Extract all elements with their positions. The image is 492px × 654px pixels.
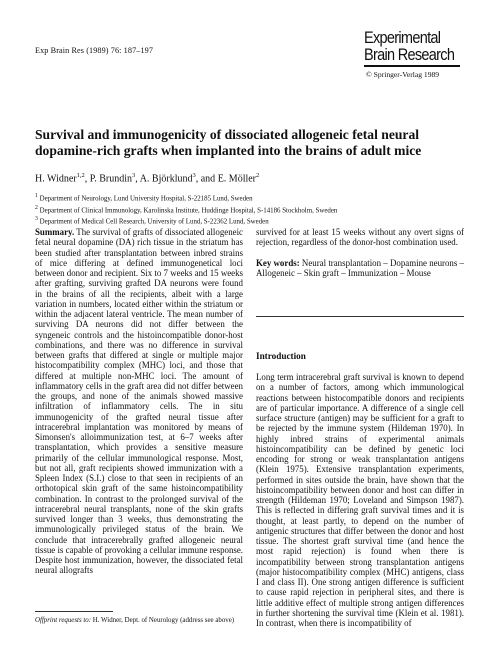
copyright-notice: © Springer-Verlag 1989 [366,69,440,79]
article-title [35,127,465,159]
affiliation-mark: 3 [35,216,38,222]
right-column-top [256,227,464,278]
footnote-label: Offprint requests to: [35,617,92,624]
author-list [35,172,259,184]
author-affiliation-mark: 2 [256,172,260,179]
author-name: P. Brundin [89,173,132,185]
keywords-label: Key words: [256,257,300,268]
affiliation-item [35,204,465,216]
author-affiliation-mark: 1,2 [76,172,85,179]
journal-citation: Exp Brain Res (1989) 76: 187–197 [35,46,154,55]
keywords-paragraph [256,258,464,279]
title-line: Survival and immunogenicity of dissociated allogeneic fetal neural [35,127,420,142]
offprint-footnote [35,616,243,625]
summary-paragraph [35,227,243,576]
author-affiliation-mark: 3 [192,172,196,179]
footnote-rule [35,611,113,612]
affiliation-mark: 2 [35,204,38,211]
journal-logo [364,30,474,79]
author-name: E. Möller [217,173,257,185]
author-separator: , [135,173,140,185]
introduction-text: Long term intracerebral graft survival is known to depend on a number of factors, among which immunological reactions between histocompatible donors and recipients are of particular importance. A difference of a single cell surface structure (antigen) may be sufficient for a graft to be rejected by the immune system (Hildeman 1970). In highly inbred strains of experimental animals histoincompatibility can be defined by genetic loci encoding for strong or weak transplantation antigens (Klein 1975). Extensive transplantation experiments, performed in sites outside the brain, have shown that the histoincompatibility between donor and host can differ in strength (Hildeman 1970; Loveland and Simpson 1987). This is reflected in differing graft survival times and it is thought, at least partly, to depend on the number of antigenic structures that differ between the donor and host tissue. The shortest graft survival time (and hence the most rapid rejection) is found when there is incompatibility between strong transplantation antigens (major histocompatibility complex (MHC) antigens, class I and class II). One strong antigen difference is sufficient to cause rapid rejection in peripheral sites, and there is little additive effect of multiple strong antigen differences in further shortening the survival time (Klein et al. 1981). In contrast, when there is incompatibility of [256,372,464,628]
affiliation-item [35,192,465,204]
affiliations [35,192,465,227]
logo-rule [364,65,460,67]
author-name: A. Björklund [139,173,193,185]
summary-column [35,227,243,576]
author-separator: , [84,173,90,185]
section-divider [256,316,464,317]
footnote-text: H. Widner, Dept. of Neurology (address see above) [92,617,235,624]
author-name: H. Widner [35,173,77,185]
introduction-heading: Introduction [256,351,306,361]
affiliation-mark: 1 [35,193,38,199]
affiliation-item [35,215,465,227]
summary-text: The survival of grafts of dissociated allogeneic fetal neural dopamine (DA) rich tissue in the striatum has been studied after transplantation between inbred strains of mice differing at defined immunogenetical loci between donor and recipient. Six to 7 weeks and 15 weeks after grafting, surviving grafted DA neurons were found in the brains of all the recipients, albeit with a large variation in numbers, located either within the striatum or within the adjacent lateral ventricle. The mean number of surviving DA neurons did not differ between the syngeneic controls and the histoincompatible donor-host combinations, and there was no difference in survival between grafts that differed at single or multiple major histocompatibility complex (MHC) loci, and those that differed at multiple non-MHC loci. The amount of inflammatory cells in the graft area did not differ between the groups, and none of the animals showed massive infiltration of inflammatory cells. The in situ immunogenicity of the grafted neural tissue after intracerebral implantation was monitored by means of Simonsen's alloimmunization test, at 6–7 weeks after transplantation, which provides a sensitive measure primarily of the cellular immunological response. Most, but not all, graft recipients showed immunization with a Spleen Index (S.I.) close to that seen in recipients of an orthotopical skin graft of the same histoincompatibility combination. In contrast to the prolonged survival of the intracerebral neural transplants, none of the skin grafts survived longer than 3 weeks, thus demonstrating the immunologically privileged status of the brain. We conclude that intracerebrally grafted allogeneic neural tissue is capable of provoking a cellular immune response. Despite host immunization, however, the dissociated fetal neural allografts [35,227,243,576]
keywords-text: Neural transplantation – Dopamine neurons – Allogeneic – Skin graft – Immunization – Mouse [256,257,464,278]
summary-continued: survived for at least 15 weeks without any overt signs of rejection, regardless of the donor-host combination used. [256,227,464,248]
affiliation-text: Department of Neurology, Lund University Hospital, S-22185 Lund, Sweden [39,195,253,203]
introduction-body [256,372,464,628]
journal-logo-line2: Brain Research [364,46,455,64]
journal-logo-line1: Experimental [364,29,441,47]
affiliation-text: Department of Clinical Immunology, Karolinska Institute, Huddinge Hospital, S-14186 Stockholm, Sweden [39,206,338,214]
author-affiliation-mark: 3 [132,172,136,179]
title-line: dopamine-rich grafts when implanted into the brains of adult mice [35,143,422,158]
author-separator: , and [195,173,218,185]
summary-label: Summary. [35,227,75,237]
affiliation-text: Department of Medical Cell Research, University of Lund, S-22362 Lund, Sweden [39,218,269,226]
